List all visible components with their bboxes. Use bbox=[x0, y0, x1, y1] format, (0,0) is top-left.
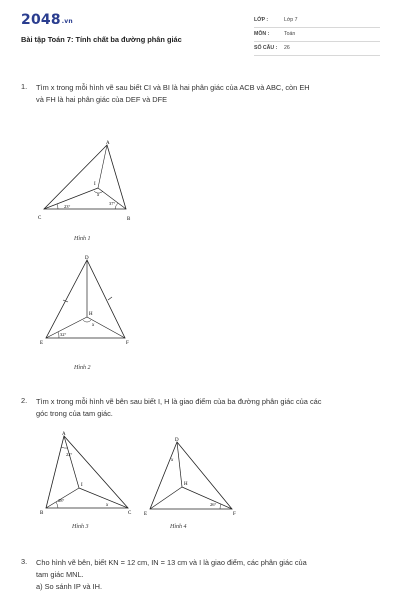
question-3-line-2: tam giác MNL. bbox=[36, 570, 84, 579]
figure-3-caption: Hình 3 bbox=[72, 524, 89, 530]
question-2-text bbox=[36, 396, 321, 420]
question-1-line-2: và FH là hai phân giác của DEF và DFE bbox=[36, 95, 168, 104]
question-1-text bbox=[36, 82, 310, 106]
question-3-line-3: a) So sánh IP và IH. bbox=[36, 582, 103, 591]
figure-4-triangle-def bbox=[140, 435, 240, 520]
fig4-label-f: F bbox=[233, 512, 236, 517]
figure-2-caption: Hình 2 bbox=[74, 365, 91, 371]
question-1-number: 1. bbox=[21, 82, 28, 91]
fig4-label-h: H bbox=[184, 482, 188, 487]
figure-3-triangle-abc bbox=[36, 430, 136, 520]
meta-label-class: LỚP : bbox=[254, 17, 269, 23]
question-3-number: 3. bbox=[21, 557, 28, 566]
question-2-line-2: góc trong của tam giác. bbox=[36, 409, 113, 418]
fig2-label-e: E bbox=[40, 341, 44, 346]
meta-value-count: 26 bbox=[284, 45, 290, 51]
fig2-angle-e: 32° bbox=[60, 332, 67, 337]
fig2-label-d: D bbox=[85, 256, 89, 261]
figure-1-triangle-abc bbox=[36, 135, 146, 230]
fig3-label-a: A bbox=[62, 432, 66, 437]
fig1-label-c: C bbox=[38, 216, 42, 221]
fig1-angle-b: 37° bbox=[109, 201, 116, 206]
fig3-label-b: B bbox=[40, 511, 44, 516]
meta-row-subject bbox=[254, 28, 380, 42]
fig4-label-d: D bbox=[175, 438, 179, 443]
question-2-line-1: Tìm x trong mỗi hình vẽ bên sau biết I, H là giao điểm của ba đường phân giác của các bbox=[36, 397, 322, 406]
fig4-label-x: x bbox=[171, 458, 174, 463]
fig3-angle-b: 28° bbox=[58, 498, 65, 503]
fig3-label-i: I bbox=[81, 483, 83, 488]
fig3-angle-a: 22° bbox=[66, 452, 73, 457]
fig4-label-e: E bbox=[144, 512, 148, 517]
fig1-label-i: I bbox=[94, 182, 96, 187]
question-1-line-1: Tìm x trong mỗi hình vẽ sau biết CI và BI là hai phân giác của ACB và ABC, còn EH bbox=[36, 83, 310, 92]
question-2-number: 2. bbox=[21, 396, 28, 405]
page-title: Bài tập Toán 7: Tính chất ba đường phân giác bbox=[21, 35, 182, 44]
figure-1-caption: Hình 1 bbox=[74, 236, 91, 242]
question-3-line-1: Cho hình vẽ bên, biết KN = 12 cm, IN = 13 cm và I là giao điểm, các phân giác của bbox=[36, 558, 307, 567]
logo-tld: .vn bbox=[61, 18, 73, 25]
fig1-label-b: B bbox=[127, 217, 131, 222]
meta-row-count bbox=[254, 42, 380, 56]
fig2-label-x: x bbox=[92, 323, 95, 328]
meta-row-class bbox=[254, 14, 380, 28]
fig1-angle-c: 23° bbox=[64, 204, 71, 209]
meta-value-class: Lớp 7 bbox=[284, 17, 298, 23]
meta-label-subject: MÔN : bbox=[254, 31, 270, 37]
fig2-label-h: H bbox=[89, 312, 93, 317]
question-3-text bbox=[36, 557, 307, 593]
fig1-label-x: x bbox=[97, 193, 100, 198]
figure-2-triangle-def bbox=[40, 252, 135, 352]
meta-label-count: SỐ CÂU : bbox=[254, 45, 278, 51]
meta-value-subject: Toán bbox=[284, 31, 296, 37]
document-header bbox=[0, 0, 400, 58]
fig1-label-a: A bbox=[106, 141, 110, 146]
fig4-angle-f: 26° bbox=[210, 502, 217, 507]
site-logo[interactable] bbox=[21, 12, 73, 28]
fig2-label-f: F bbox=[126, 341, 129, 346]
fig3-label-c: C bbox=[128, 511, 132, 516]
figure-4-caption: Hình 4 bbox=[170, 524, 187, 530]
logo-text: 2048 bbox=[21, 12, 61, 28]
fig3-label-x: x bbox=[106, 503, 109, 508]
